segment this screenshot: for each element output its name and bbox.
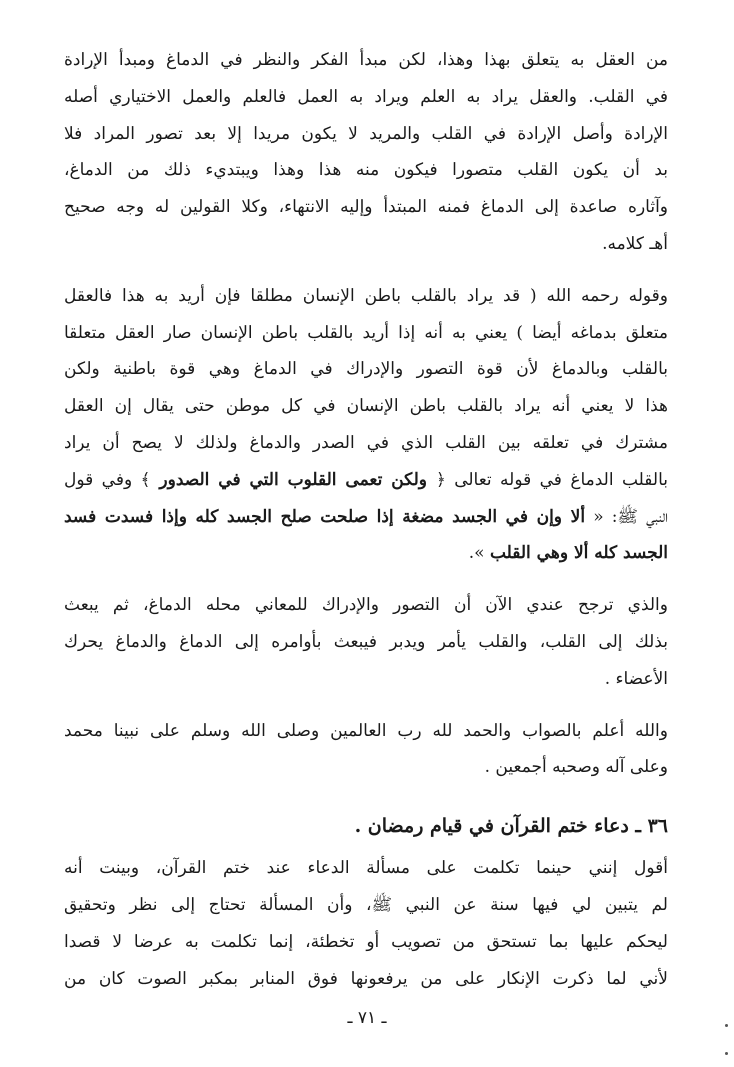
text-line: لم يتبين لي فيها سنة عن النبي ﷺ، وأن المسألة تحتاج إلى نظر وتحقيق [64, 894, 668, 915]
text-line: مشترك في تعلقه بين القلب الذي في الصدر والدماغ ولذلك لا يصح أن يراد [64, 432, 668, 453]
hadith-text: ألا وإن في الجسد مضغة إذا صلحت صلح الجسد كله وإذا فسدت فسد [64, 506, 586, 527]
text-line: وعلى آله وصحبه أجمعين . [484, 757, 668, 778]
text-line: وقوله رحمه الله ( قد يراد بالقلب باطن الإنسان مطلقا فإن أريد به هذا فالعقل [64, 285, 668, 306]
quran-intro: بالقلب الدماغ في قوله تعالى ﴿ [435, 469, 668, 490]
text-line: في القلب. والعقل يراد به العلم ويراد به العمل فالعلم والعمل الاختياري أصله [64, 86, 668, 107]
section-heading: ٣٦ ـ دعاء ختم القرآن في قيام رمضان . [354, 815, 668, 838]
paragraph-2 [64, 278, 668, 572]
text-line: أهـ كلامه. [602, 233, 668, 254]
text-line-hadith-end [64, 535, 668, 572]
text-line: هذا لا يعني أنه يراد بالقلب باطن الإنسان في كل موطن حتى يقال إن العقل [64, 396, 668, 417]
text-line: بد أن يكون القلب متصورا فيكون منه هذا وهذا ويبتديء ذلك من الدماغ، [64, 160, 668, 181]
text-line: متعلق بدماغه أيضا ) يعني به أنه إذا أريد بالقلب باطن الإنسان صار العقل متعلقا [64, 322, 668, 343]
text-line: لأني لما ذكرت الإنكار على من يرفعونها فوق المنابر بمكبر الصوت كان من [64, 968, 668, 989]
quran-verse: ولكن تعمى القلوب التي في الصدور [150, 469, 436, 490]
hadith-text-end: الجسد كله ألا وهي القلب [489, 543, 668, 564]
paragraph-4 [64, 713, 668, 787]
text-line: والذي ترجح عندي الآن أن التصور والإدراك للمعاني محله الدماغ، ثم يبعث [64, 595, 668, 616]
text-line: من العقل به يتعلق بهذا وهذا، لكن مبدأ الفكر والنظر في الدماغ ومبدأ الإرادة [64, 50, 668, 70]
scan-speck [725, 1052, 728, 1055]
text-line: الأعضاء . [604, 668, 668, 689]
text-line: بالقلب وبالدماغ لأن قوة التصور والإدراك في الدماغ وهي قوة باطنية ولكن [64, 359, 668, 380]
hadith-intro: النبي ﷺ: « [585, 506, 669, 527]
text-line: الإرادة وأصل الإرادة في القلب والمريد لا يكون مريدا إلا بعد تصور المراد فلا [64, 123, 668, 144]
text-line: أقول إنني حينما تكلمت على مسألة الدعاء عند ختم القرآن، وبينت أنه [64, 858, 668, 879]
paragraph-5 [64, 850, 668, 997]
paragraph-3 [64, 587, 668, 697]
scan-speck [725, 1024, 728, 1027]
quran-outro: ﴾ وفي قول [64, 469, 151, 490]
text-line-hadith [64, 499, 668, 536]
hadith-close: ». [468, 543, 490, 564]
paragraph-1 [64, 42, 668, 263]
page-number: ـ ٧١ ـ [347, 1008, 387, 1028]
text-line-quran [64, 462, 668, 499]
text-line: ليحكم عليها بما تستحق من تصويب أو تخطئة، إنما تكلمت به عرضا لا قصدا [64, 931, 668, 952]
text-line: والله أعلم بالصواب والحمد لله رب العالمين وصلى الله وسلم على نبينا محمد [64, 720, 668, 741]
text-line: بذلك إلى القلب، والقلب يأمر ويدبر فيبعث بأوامره إلى الدماغ والدماغ يحرك [64, 631, 668, 652]
text-line: وآثاره صاعدة إلى الدماغ فمنه المبتدأ وإليه الانتهاء، وكلا القولين له وجه صحيح [64, 197, 668, 218]
